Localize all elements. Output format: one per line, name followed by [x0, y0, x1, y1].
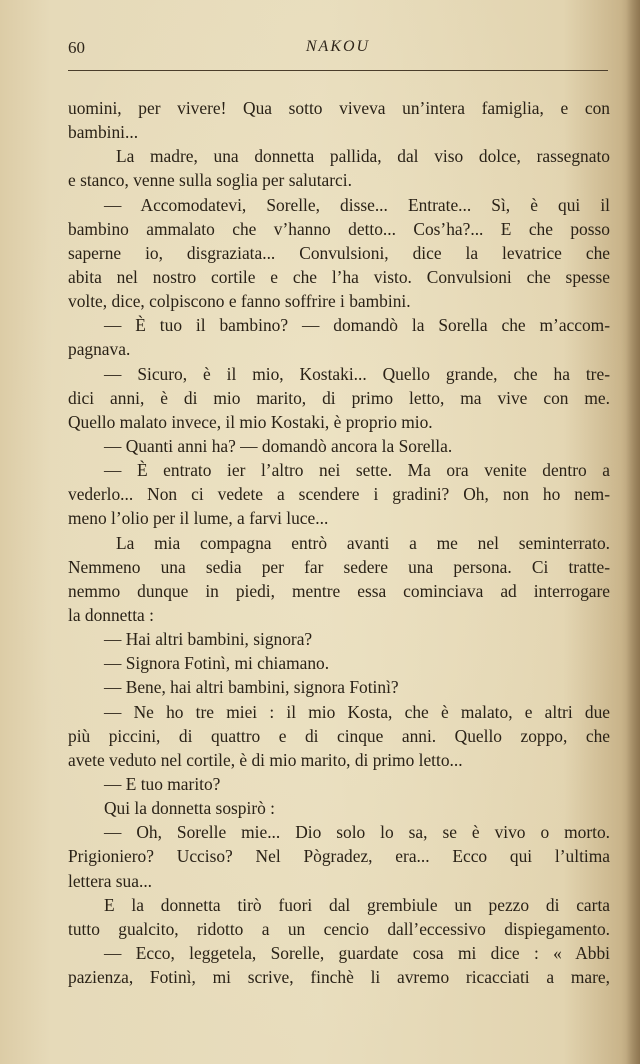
text-line: avete veduto nel cortile, è di mio marito, di primo letto... — [68, 749, 463, 770]
text-line: Prigioniero? Ucciso? Nel Pògradez, era... Ecco qui l’ultima — [68, 846, 610, 867]
running-head: NAKOU — [305, 38, 371, 55]
text-line: nemmo dunque in piedi, mentre essa cominciava ad interrogare — [68, 580, 610, 601]
text-line: — Quanti anni ha? — domandò ancora la Sorella. — [104, 435, 453, 456]
text-line: abita nel nostro cortile e che l’ha visto. Convulsioni che spesse — [68, 266, 610, 287]
text-line: E la donnetta tirò fuori dal grembiule un pezzo di carta — [104, 894, 610, 915]
text-line: la donnetta : — [68, 604, 154, 625]
text-line: pagnava. — [68, 339, 131, 360]
text-line: La madre, una donnetta pallida, dal viso dolce, rassegnato — [116, 146, 610, 167]
text-line: — Oh, Sorelle mie... Dio solo lo sa, se è vivo o morto. — [104, 822, 610, 843]
text-line: — È entrato ier l’altro nei sette. Ma ora venite dentro a — [104, 460, 610, 481]
text-line: — Signora Fotinì, mi chiamano. — [104, 653, 330, 674]
text-line: e stanco, venne sulla soglia per salutarci. — [68, 170, 352, 191]
text-line: Quello malato invece, il mio Kostaki, è proprio mio. — [68, 411, 433, 432]
page-edge-shadow — [626, 0, 640, 1064]
text-line: bambino ammalato che v’hanno detto... Cos’ha?... E che posso — [68, 218, 610, 239]
text-line: dici anni, è di mio marito, di primo letto, ma vive con me. — [68, 387, 610, 408]
text-line: La mia compagna entrò avanti a me nel seminterrato. — [116, 532, 610, 553]
text-line: Nemmeno una sedia per far sedere una persona. Ci tratte- — [68, 556, 610, 577]
text-line: più piccini, di quattro e di cinque anni. Quello zoppo, che — [68, 725, 610, 746]
header-rule — [68, 70, 608, 71]
text-line: Qui la donnetta sospirò : — [104, 798, 275, 819]
text-line: — Hai altri bambini, signora? — [104, 629, 313, 650]
text-line: — Sicuro, è il mio, Kostaki... Quello grande, che ha tre- — [104, 363, 610, 384]
text-line: tutto gualcito, ridotto a un cencio dall’eccessivo dispiegamento. — [68, 918, 610, 939]
page-header — [68, 38, 608, 68]
text-line: — Ecco, leggetela, Sorelle, guardate cosa mi dice : « Abbi — [104, 942, 610, 963]
text-line: — Accomodatevi, Sorelle, disse... Entrate... Sì, è qui il — [104, 194, 610, 215]
page-number: 60 — [68, 38, 85, 57]
text-line: — Ne ho tre miei : il mio Kosta, che è malato, e altri due — [104, 701, 610, 722]
text-line: uomini, per vivere! Qua sotto viveva un’intera famiglia, e con — [68, 98, 610, 118]
text-line: bambini... — [68, 122, 139, 143]
text-line: — E tuo marito? — [104, 773, 221, 794]
text-line: — È tuo il bambino? — domandò la Sorella che m’accom- — [104, 315, 610, 336]
body-text — [68, 96, 610, 989]
text-line: volte, dice, colpiscono e fanno soffrire i bambini. — [68, 291, 411, 312]
text-line: saperne io, disgraziata... Convulsioni, dice la levatrice che — [68, 242, 610, 263]
text-line: pazienza, Fotinì, mi scrive, finchè li avremo ricacciati a mare, — [68, 967, 610, 988]
text-line: meno l’olio per il lume, a farvi luce... — [68, 508, 329, 529]
text-line: vederlo... Non ci vedete a scendere i gradini? Oh, non ho nem- — [68, 484, 610, 505]
text-line: — Bene, hai altri bambini, signora Fotinì? — [104, 677, 399, 698]
text-line: lettera sua... — [68, 870, 153, 891]
